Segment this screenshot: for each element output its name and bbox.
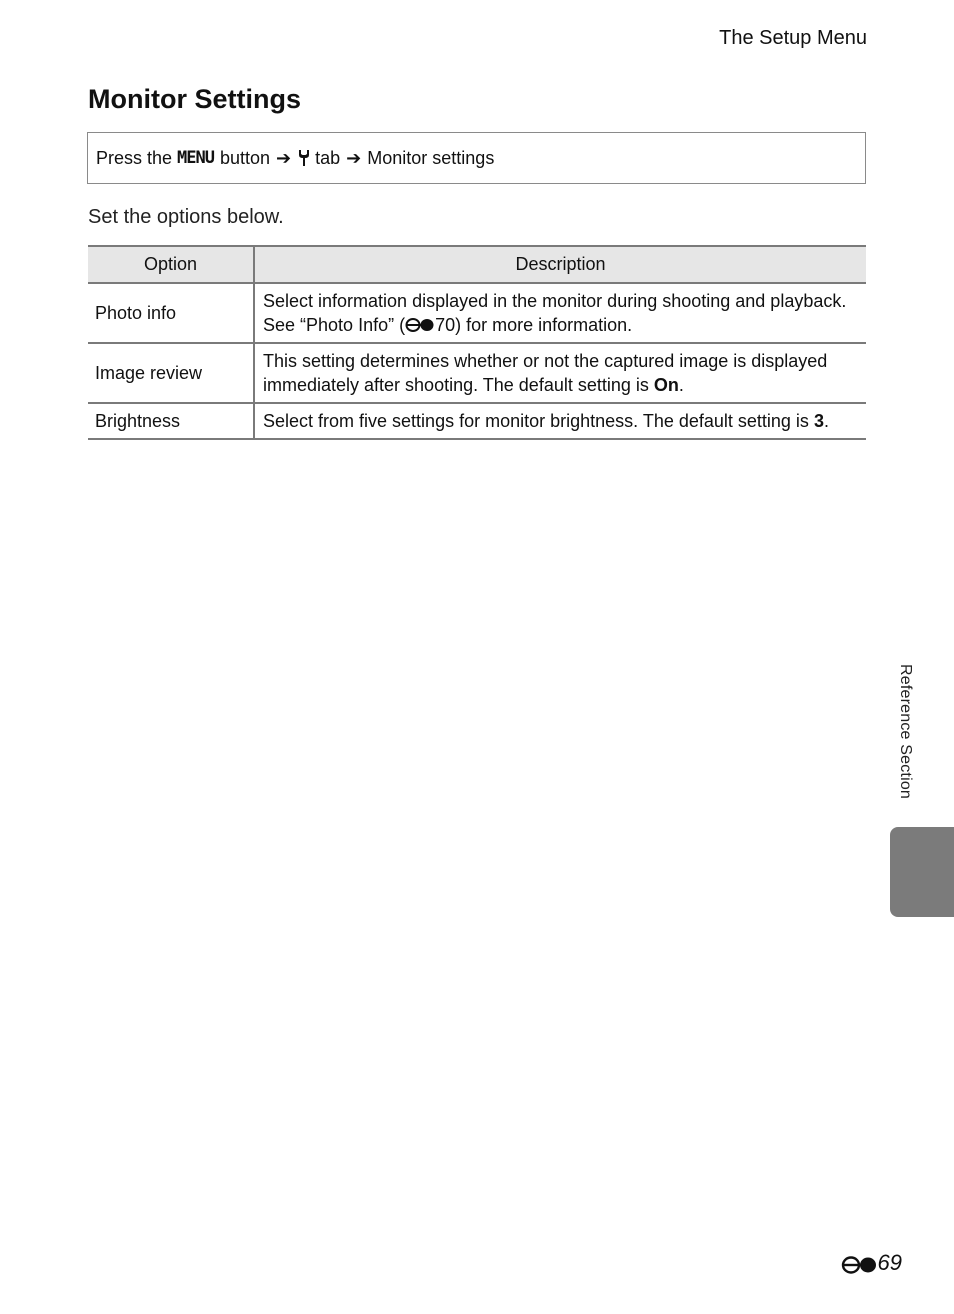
nav-tab-word: tab <box>315 147 341 168</box>
nav-prefix: Press the <box>96 147 173 168</box>
description-text: ) for more information. <box>455 315 633 335</box>
description-text: Select from five settings for monitor brightness. The default setting is <box>263 411 814 431</box>
description-text: . <box>823 411 829 431</box>
option-description <box>254 343 866 403</box>
intro-text: Set the options below. <box>88 206 284 228</box>
description-text: Select information displayed in the monitor during shooting and playback. See “Photo Info” ( <box>263 291 847 335</box>
menu-button-label: MENU <box>177 148 214 168</box>
column-header-description: Description <box>254 246 866 283</box>
page-number-text: 69 <box>877 1250 902 1275</box>
option-name: Image review <box>88 343 254 403</box>
option-description <box>254 283 866 343</box>
page-title: Monitor Settings <box>88 84 301 114</box>
default-value: On <box>653 375 679 395</box>
default-value: 3 <box>813 411 824 431</box>
page-number <box>841 1250 902 1276</box>
arrow-right-icon: ➔ <box>346 147 362 168</box>
table-header-row <box>88 246 866 283</box>
description-text: . <box>678 375 684 395</box>
option-name: Brightness <box>88 403 254 439</box>
reference-section-icon <box>405 314 435 328</box>
table-row <box>88 403 866 439</box>
section-side-label: Reference Section <box>897 664 914 800</box>
column-header-option: Option <box>88 246 254 283</box>
running-header: The Setup Menu <box>719 27 867 49</box>
options-table <box>88 245 866 440</box>
wrench-icon <box>297 149 311 167</box>
nav-button-word: button <box>220 147 271 168</box>
table-row <box>88 343 866 403</box>
reference-page: 70 <box>435 315 456 335</box>
section-tab-marker <box>890 827 954 917</box>
option-name: Photo info <box>88 283 254 343</box>
arrow-right-icon: ➔ <box>276 147 292 168</box>
description-text: This setting determines whether or not the captured image is displayed immediately after shooting. The default setting is <box>263 351 828 395</box>
navigation-path-box <box>87 132 866 184</box>
option-description <box>254 403 866 439</box>
table-row <box>88 283 866 343</box>
reference-section-icon <box>841 1254 877 1272</box>
nav-target: Monitor settings <box>367 147 495 168</box>
